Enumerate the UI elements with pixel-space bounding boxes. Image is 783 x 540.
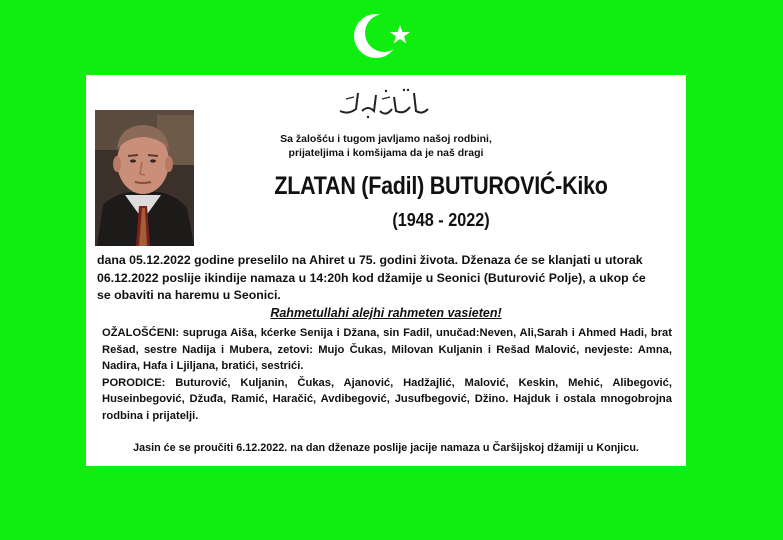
deceased-years: (1948 - 2022)	[392, 210, 490, 230]
mourners-list	[102, 325, 672, 424]
announcement-line-2: 06.12.2022 poslije ikindije namaza u 14:20h kod džamije u Seonici (Buturović Polje), a ukop će	[97, 270, 646, 285]
ozaloscenI-paragraph: OŽALOŠĆENI: supruga Aiša, kćerke Senija i Džana, sin Fadil, unučad:Neven, Ali,Sarah i Ahmed Hadi, brat Rešad, sestre Nadija i Mubera, zetovi: Mujo Čukas, Milovan Kuljanin i Rešad Malović, nevjeste: Amna, Nadira, Hafa i Ljiljana, bratići, sestrići.	[102, 327, 672, 372]
announcement-line-1: dana 05.12.2022 godine preselilo na Ahiret u 75. godini života. Dženaza će se klanjati u utorak	[97, 253, 643, 267]
porodice-paragraph: PORODICE: Buturović, Kuljanin, Čukas, Ajanović, Hadžajlić, Malović, Keskin, Mehić, Alibegović, Huseinbegović, Džuđa, Ramić, Haračić, Avdibegović, Jusufbegović, Džino. Hajduk i ostala mnogobrojna rodbina i prijatelji.	[102, 376, 672, 422]
arabic-calligraphy	[334, 85, 434, 121]
announcement-line-3: se obaviti na haremu u Seonici.	[97, 288, 281, 302]
prayer-text: Rahmetullahi alejhi rahmeten vasieten!	[270, 306, 502, 320]
crescent-star-icon	[347, 8, 417, 68]
intro-line-1: Sa žalošću i tugom javljamo našoj rodbini,	[280, 133, 492, 145]
deceased-photo	[95, 110, 194, 246]
jasin-notice: Jasin će se proučiti 6.12.2022. na dan dženaze poslije jacije namaza u Čaršijskoj džamiji u Konjicu.	[133, 442, 639, 454]
intro-text	[236, 132, 536, 160]
deceased-name: ZLATAN (Fadil) BUTUROVIĆ-Kiko	[274, 172, 608, 200]
announcement-text	[97, 252, 677, 305]
obituary-card	[86, 75, 686, 466]
intro-line-2: prijateljima i komšijama da je naš dragi	[288, 147, 484, 159]
